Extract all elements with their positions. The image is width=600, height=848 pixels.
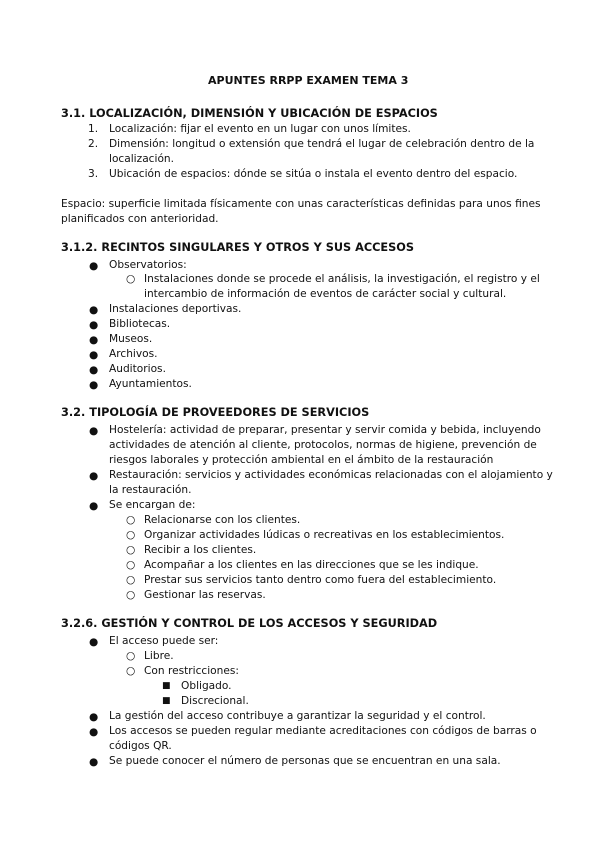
- sub-item-recibir: Recibir a los clientes.: [144, 544, 257, 556]
- list-number: 2.: [88, 138, 99, 150]
- sub-item-prestar: Prestar sus servicios tanto dentro como fuera del establecimiento.: [144, 574, 497, 586]
- list-item-hosteleria-cont: riesgos laborales y protección ambiental en el ámbito de la restauración: [109, 454, 494, 466]
- bullet-circle: ○: [126, 574, 136, 586]
- list-item-dimension: Dimensión: longitud o extensión que tendrá el lugar de celebración dentro de la: [109, 138, 535, 150]
- bullet-dot: ●: [89, 470, 99, 482]
- list-number: 3.: [88, 168, 99, 180]
- sub-item-instalaciones: Instalaciones donde se procede el análisis, la investigación, el registro y el: [144, 273, 540, 285]
- list-item-ubicacion: Ubicación de espacios: dónde se sitúa o instala el evento dentro del espacio.: [109, 168, 518, 180]
- sub-item-instalaciones-cont: intercambio de información de eventos de carácter social y cultural.: [144, 288, 507, 300]
- list-item-localizacion: Localización: fijar el evento en un lugar con unos límites.: [109, 123, 411, 135]
- bullet-dot: ●: [89, 364, 99, 376]
- bullet-dot: ●: [89, 756, 99, 768]
- section-heading-3-2: 3.2. TIPOLOGÍA DE PROVEEDORES DE SERVICIOS: [61, 406, 370, 419]
- bullet-dot: ●: [89, 500, 99, 512]
- bullet-dot: ●: [89, 379, 99, 391]
- list-item-museos: Museos.: [109, 333, 153, 345]
- bullet-circle: ○: [126, 559, 136, 571]
- bullet-dot: ●: [89, 260, 99, 272]
- bullet-dot: ●: [89, 334, 99, 346]
- bullet-circle: ○: [126, 589, 136, 601]
- bullet-dot: ●: [89, 425, 99, 437]
- list-item-acceso: El acceso puede ser:: [109, 635, 219, 647]
- bullet-circle: ○: [126, 544, 136, 556]
- bullet-dot: ●: [89, 349, 99, 361]
- sub-item-libre: Libre.: [144, 650, 174, 662]
- bullet-dot: ●: [89, 319, 99, 331]
- bullet-circle: ○: [126, 273, 136, 285]
- document-title: APUNTES RRPP EXAMEN TEMA 3: [208, 74, 409, 87]
- sub-item-gestionar: Gestionar las reservas.: [144, 589, 266, 601]
- bullet-circle: ○: [126, 665, 136, 677]
- sub-sub-item-obligado: Obligado.: [181, 680, 232, 692]
- paragraph-espacio: Espacio: superficie limitada físicamente con unas características definidas para unos fines: [61, 198, 541, 210]
- list-item-restauracion-cont: la restauración.: [109, 484, 192, 496]
- list-item-conocer: Se puede conocer el número de personas que se encuentran en una sala.: [109, 755, 501, 767]
- list-item-archivos: Archivos.: [109, 348, 158, 360]
- list-item-hosteleria-cont: actividades de atención al cliente, protocolos, normas de higiene, prevención de: [109, 439, 537, 451]
- list-item-hosteleria: Hostelería: actividad de preparar, presentar y servir comida y bebida, incluyendo: [109, 424, 541, 436]
- list-item-observatorios: Observatorios:: [109, 259, 187, 271]
- sub-item-relacionarse: Relacionarse con los clientes.: [144, 514, 301, 526]
- bullet-square: ■: [162, 681, 171, 691]
- section-heading-3-1-2: 3.1.2. RECINTOS SINGULARES Y OTROS Y SUS ACCESOS: [61, 241, 415, 254]
- sub-item-restricciones: Con restricciones:: [144, 665, 239, 677]
- bullet-dot: ●: [89, 304, 99, 316]
- list-item-accesos: Los accesos se pueden regular mediante acreditaciones con códigos de barras o: [109, 725, 537, 737]
- bullet-dot: ●: [89, 726, 99, 738]
- list-item-restauracion: Restauración: servicios y actividades económicas relacionadas con el alojamiento y: [109, 469, 553, 481]
- bullet-circle: ○: [126, 514, 136, 526]
- sub-item-organizar: Organizar actividades lúdicas o recreativas en los establecimientos.: [144, 529, 505, 541]
- list-item-deportivas: Instalaciones deportivas.: [109, 303, 242, 315]
- list-item-gestion: La gestión del acceso contribuye a garantizar la seguridad y el control.: [109, 710, 486, 722]
- sub-sub-item-discrecional: Discrecional.: [181, 695, 249, 707]
- list-item-se-encargan: Se encargan de:: [109, 499, 196, 511]
- list-item-auditorios: Auditorios.: [109, 363, 166, 375]
- bullet-circle: ○: [126, 650, 136, 662]
- sub-item-acompanar: Acompañar a los clientes en las direcciones que se les indique.: [144, 559, 479, 571]
- paragraph-espacio-cont: planificados con anterioridad.: [61, 213, 219, 225]
- list-item-dimension-cont: localización.: [109, 153, 175, 165]
- bullet-circle: ○: [126, 529, 136, 541]
- list-item-bibliotecas: Bibliotecas.: [109, 318, 171, 330]
- list-item-accesos-cont: códigos QR.: [109, 740, 172, 752]
- section-heading-3-1: 3.1. LOCALIZACIÓN, DIMENSIÓN Y UBICACIÓN DE ESPACIOS: [61, 107, 438, 120]
- list-item-ayuntamientos: Ayuntamientos.: [109, 378, 192, 390]
- bullet-dot: ●: [89, 711, 99, 723]
- section-heading-3-2-6: 3.2.6. GESTIÓN Y CONTROL DE LOS ACCESOS Y SEGURIDAD: [61, 617, 438, 630]
- list-number: 1.: [88, 123, 99, 135]
- bullet-square: ■: [162, 696, 171, 706]
- bullet-dot: ●: [89, 636, 99, 648]
